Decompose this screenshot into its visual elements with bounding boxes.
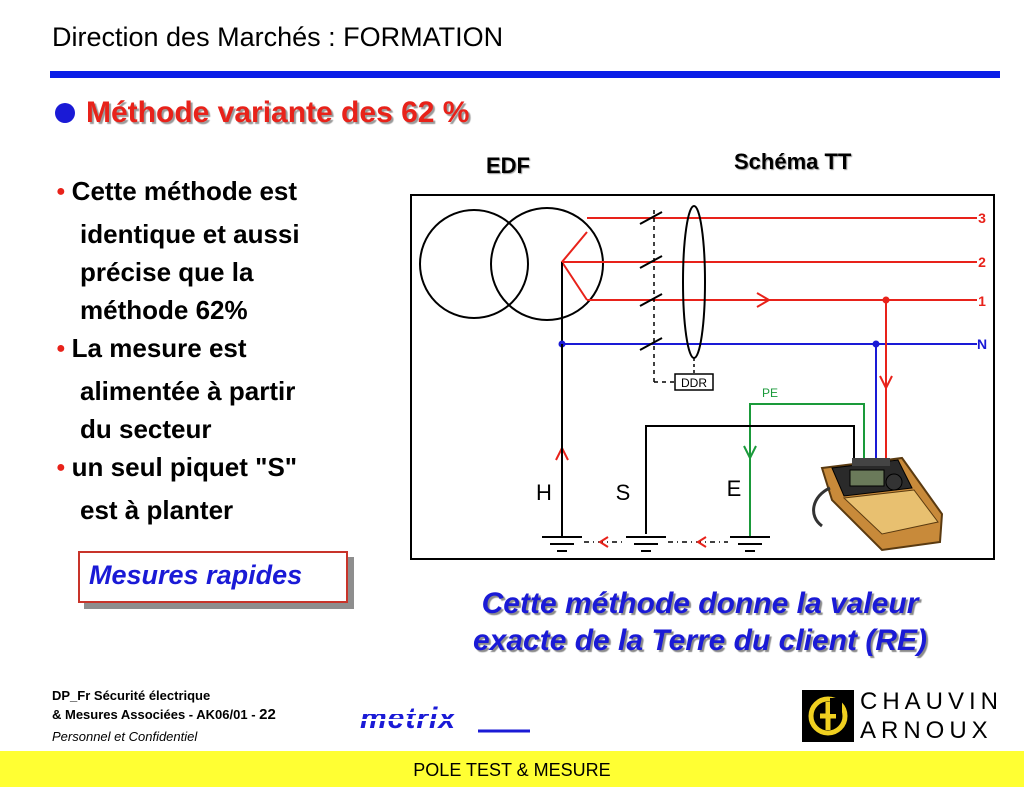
bullet-line: du secteur (80, 414, 212, 444)
bullet-line: alimentée à partir (80, 376, 296, 406)
bullet-item-1 (56, 172, 300, 329)
electrode-s-label: S (615, 480, 631, 505)
pe-wire (750, 404, 864, 458)
caption-line-2: exacte de la Terre du client (RE) (472, 624, 928, 657)
bullet-dot-icon: ● (56, 340, 66, 357)
section-bullet-icon (55, 103, 75, 123)
phase-3-label: 3 (978, 210, 986, 226)
title-rule (50, 71, 1000, 78)
neutral-label: N (976, 336, 988, 352)
ddr-label: DDR (681, 376, 707, 390)
chauvin-arnoux-logo-icon (802, 690, 854, 747)
brand-line-1: CHAUVIN (860, 688, 1004, 715)
footer-line-2 (52, 706, 276, 723)
ground-e-icon (730, 537, 770, 551)
bullet-line: précise que la (80, 257, 254, 287)
bullet-item-3 (56, 448, 300, 529)
ground-h-icon (542, 537, 582, 551)
metrix-logo (358, 704, 534, 739)
phase-1-label: 1 (978, 293, 986, 309)
metrix-logo-icon (358, 704, 534, 734)
footer-line-1: DP_Fr Sécurité électrique (52, 688, 211, 703)
pe-label: PE (761, 386, 779, 400)
footer-doc-ref: & Mesures Associées - AK06/01 - (52, 707, 256, 722)
bullet-list (56, 172, 300, 529)
bullet-line: est à planter (80, 495, 234, 525)
bullet-dot-icon: ● (56, 459, 66, 476)
bullet-line: méthode 62% (80, 295, 248, 325)
bullet-line: un seul piquet "S" (71, 452, 298, 482)
transformer-secondary-icon (491, 208, 603, 320)
page-number: 22 (259, 706, 276, 723)
electrode-e-label: E (726, 476, 742, 501)
bullet-dot-icon: ● (56, 183, 66, 200)
electrode-h-label: H (536, 480, 552, 505)
mesures-rapides-label[interactable]: Mesures rapides (89, 560, 303, 590)
bottom-bar-label: POLE TEST & MESURE (413, 760, 611, 780)
bullet-line: identique et aussi (80, 219, 300, 249)
transformer-primary-icon (420, 210, 528, 318)
scheme-label: Schéma TT (734, 149, 852, 174)
bullet-item-2 (56, 329, 300, 448)
wiring-diagram-svg (412, 196, 993, 558)
phase-2-label: 2 (978, 254, 986, 270)
ground-s-icon (626, 537, 666, 551)
caption-line-1: Cette méthode donne la valeur (481, 587, 919, 620)
wiring-diagram (410, 194, 995, 560)
ddr-toroid-icon (683, 206, 705, 358)
brand-line-2: ARNOUX (860, 717, 993, 744)
page-title: Direction des Marchés : FORMATION (52, 22, 504, 52)
bullet-line: La mesure est (71, 333, 247, 363)
section-heading: Méthode variante des 62 % (86, 96, 470, 129)
footer-line-3: Personnel et Confidentiel (52, 729, 198, 744)
star-winding (562, 232, 587, 300)
earth-tester-instrument-icon (814, 458, 942, 550)
svg-text:metrix: metrix (360, 704, 457, 734)
edf-label: EDF (486, 153, 530, 178)
current-arrow-icon (600, 537, 608, 547)
bullet-line: Cette méthode est (71, 176, 298, 206)
